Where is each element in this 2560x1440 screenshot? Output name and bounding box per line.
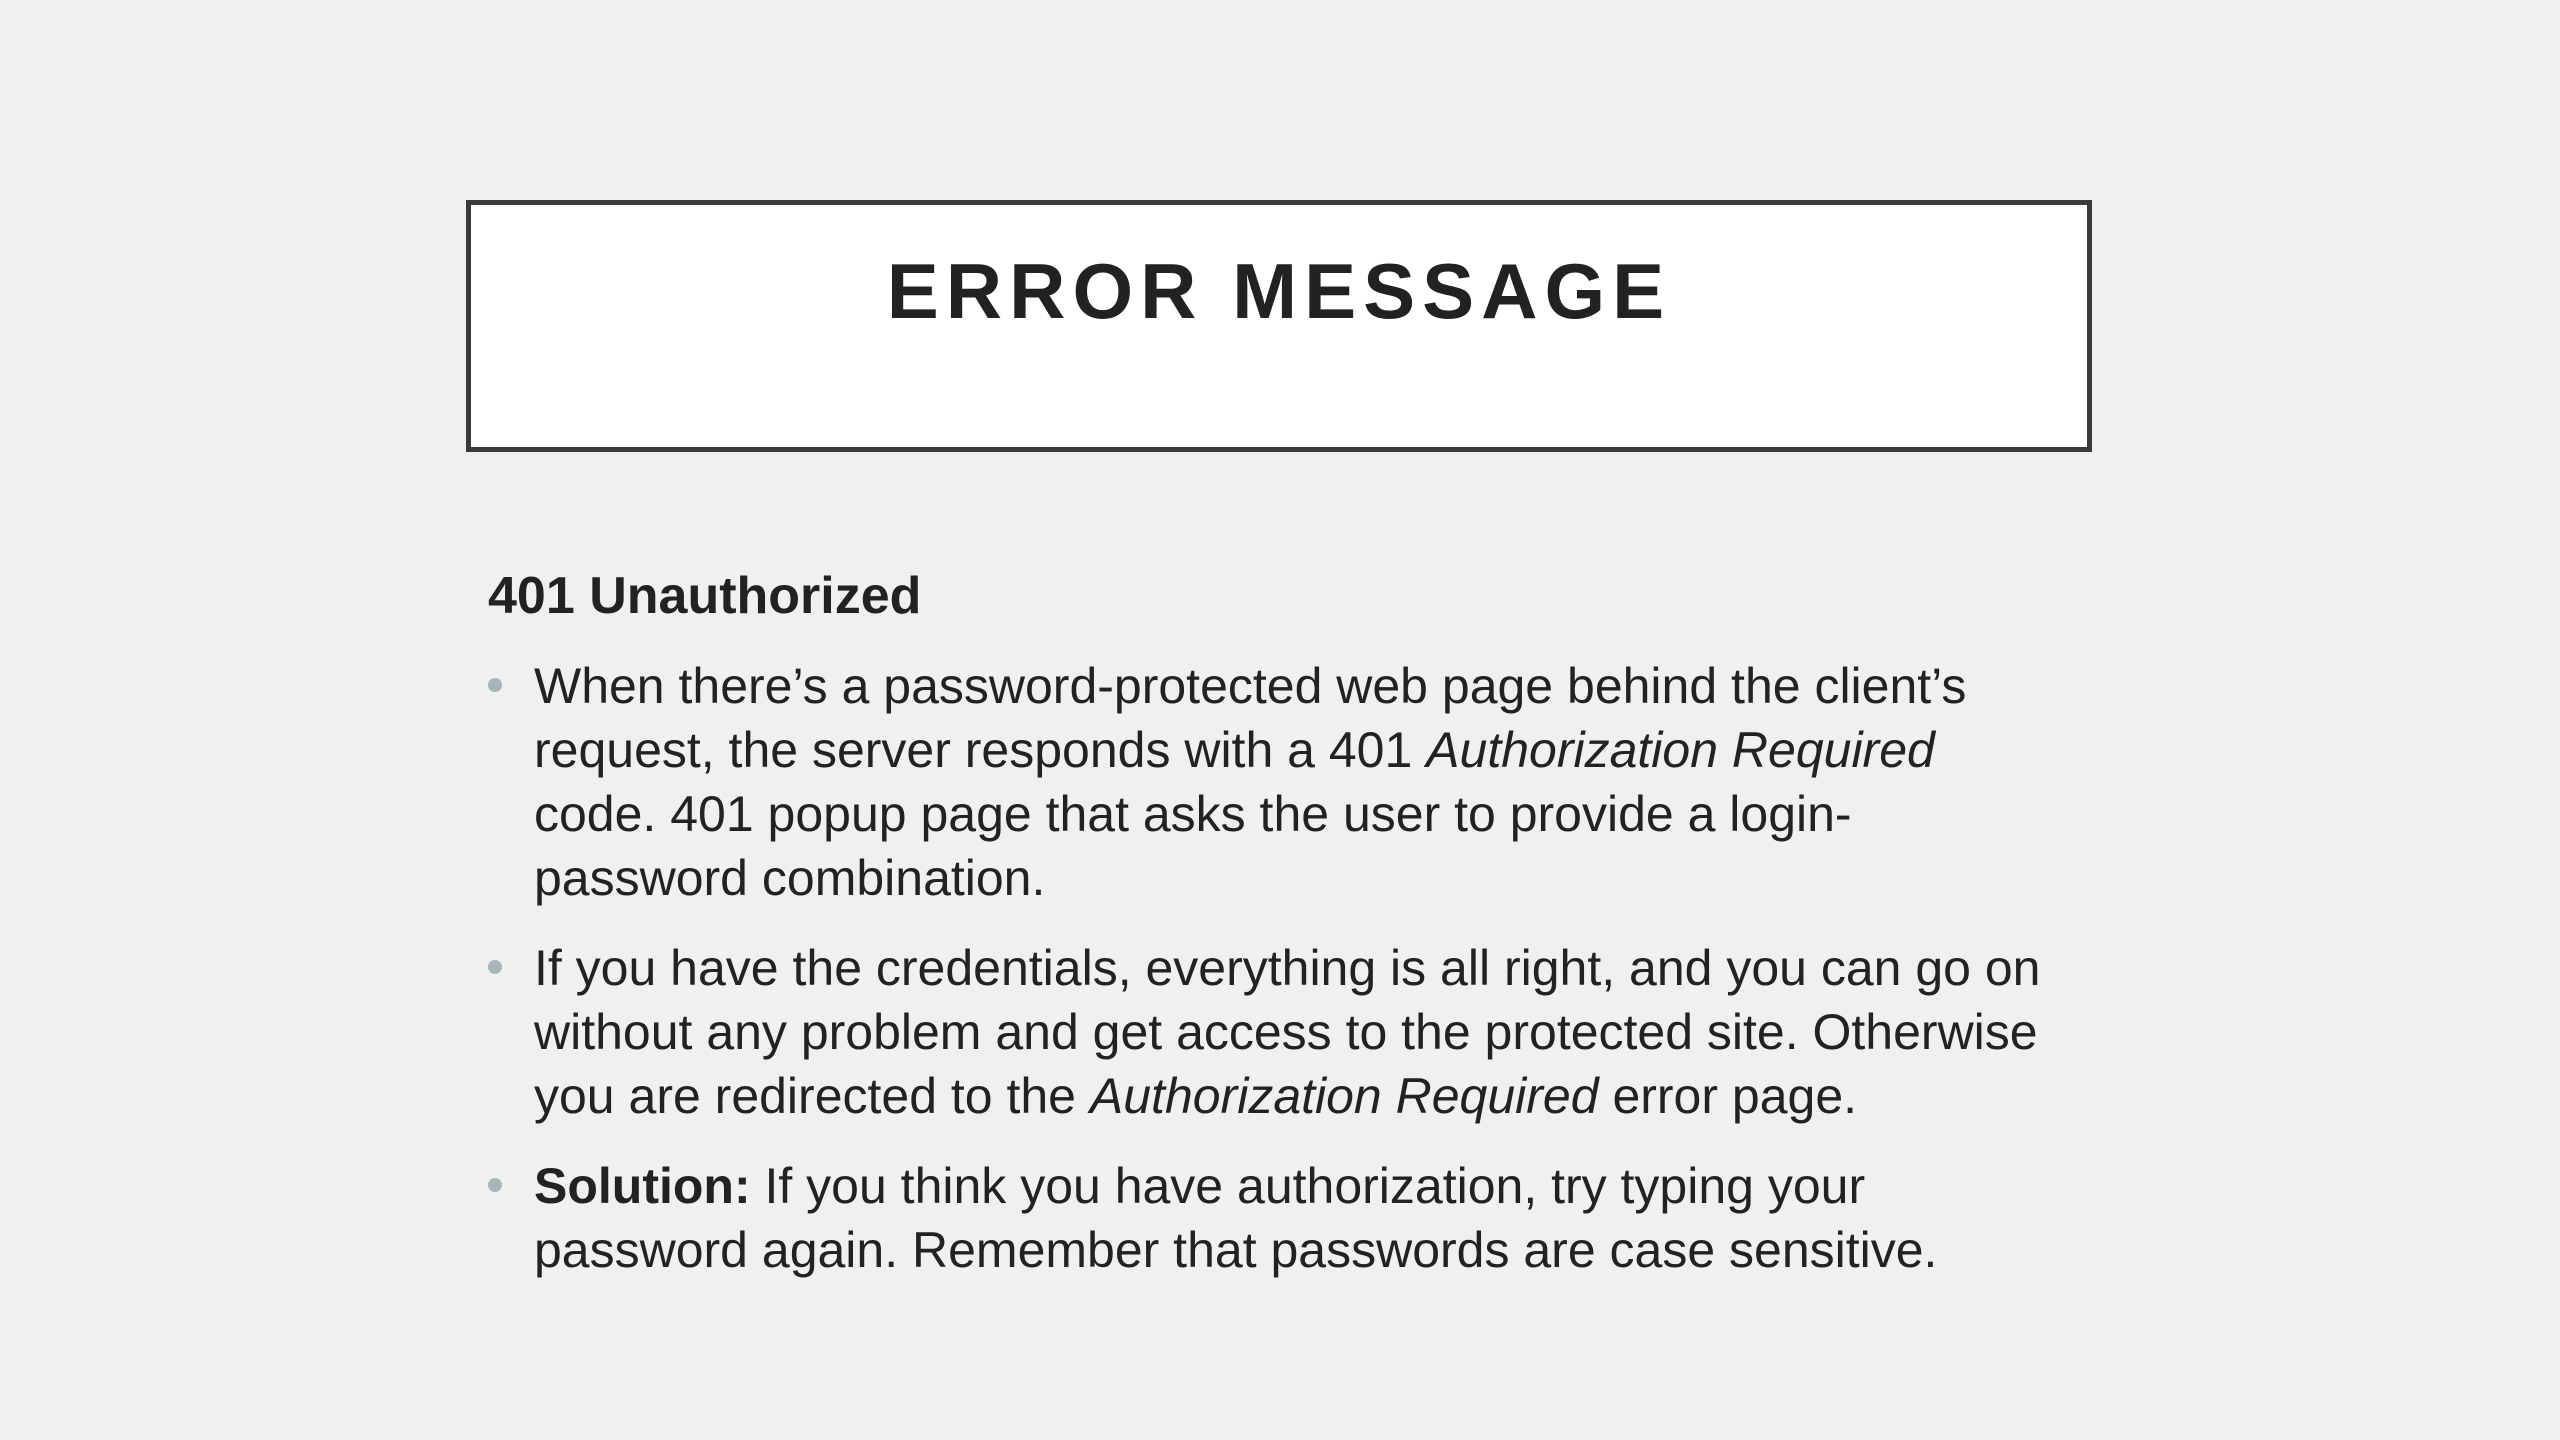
- bullet-text: code. 401 popup page that asks the user to provide a login-password combination.: [534, 786, 1852, 906]
- bullet-item: [488, 1154, 2048, 1282]
- section-heading: 401 Unauthorized: [488, 567, 922, 625]
- solution-label: Solution:: [534, 1158, 751, 1214]
- bullet-text: error page.: [1598, 1068, 1858, 1124]
- bullet-list: [488, 654, 2048, 1282]
- bullet-dot-icon: [488, 960, 502, 974]
- bullet-text: If you have the credentials, everything is all right, and you can go on without any problem and get access to the protected site. Otherwise you are redirected to the: [534, 940, 2041, 1124]
- bullet-text: When there’s a password-protected web page behind the client’s request, the server responds with a 401: [534, 658, 1967, 778]
- bullet-dot-icon: [488, 678, 502, 692]
- bullet-text: If you think you have authorization, try typing your password again. Remember that passwords are case sensitive.: [534, 1158, 1938, 1278]
- slide-title: ERROR MESSAGE: [886, 247, 1672, 335]
- bullet-dot-icon: [488, 1178, 502, 1192]
- bullet-item: [488, 654, 2048, 910]
- slide-content: [488, 560, 2048, 1308]
- slide-title-box: [466, 200, 2092, 452]
- bullet-italic-text: Authorization Required: [1426, 722, 1935, 778]
- bullet-italic-text: Authorization Required: [1089, 1068, 1599, 1124]
- bullet-item: [488, 936, 2048, 1128]
